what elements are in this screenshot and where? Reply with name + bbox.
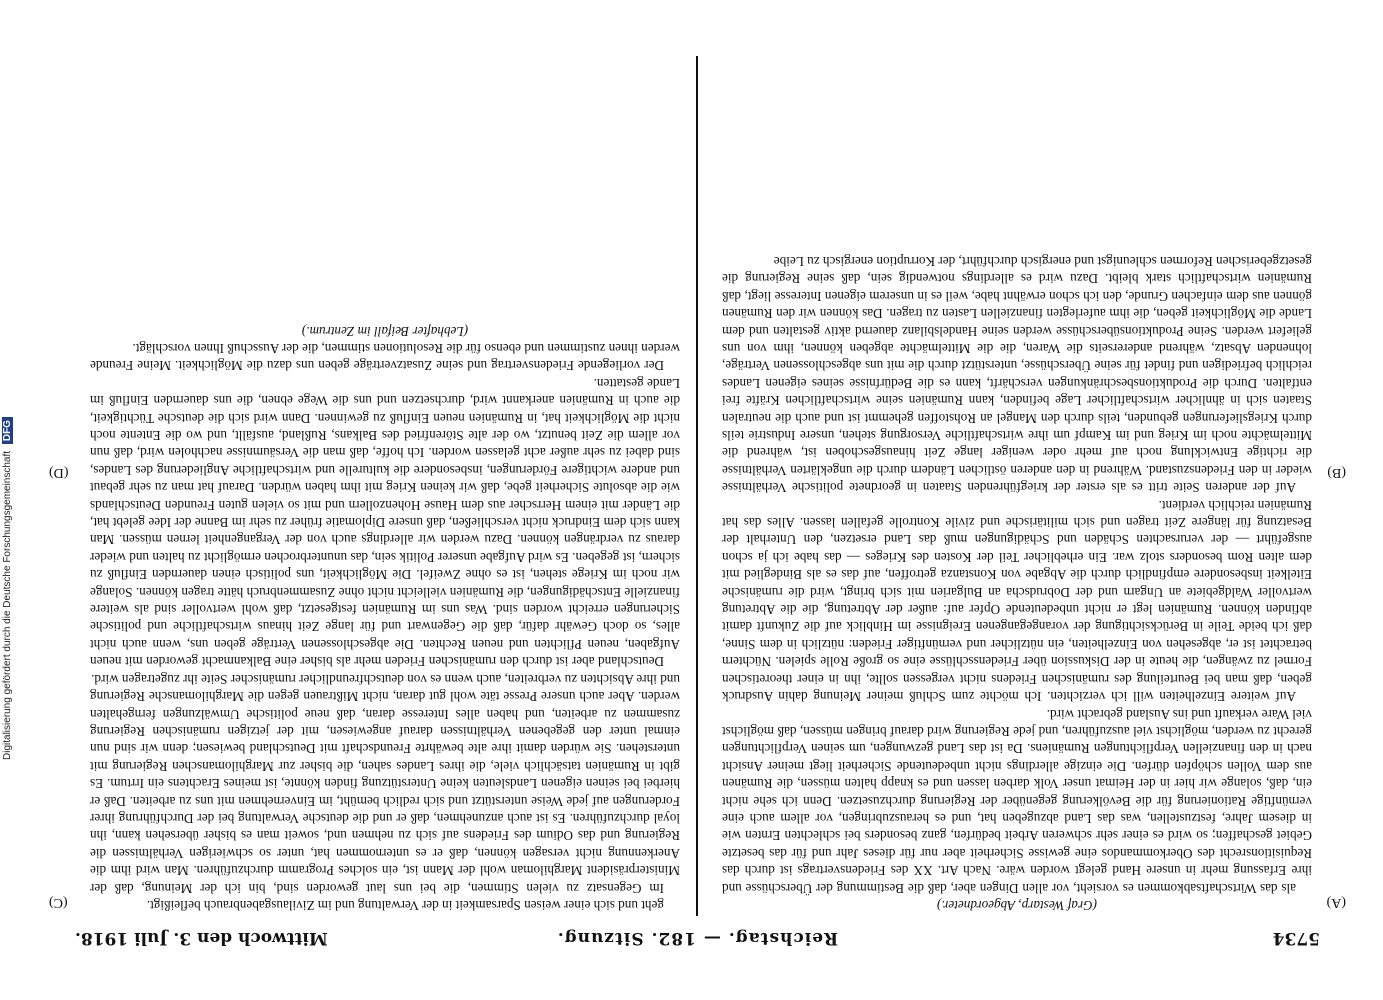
paragraph: Deutschland aber ist durch den rumänischen Frieden mehr als bisher eine Balkanmacht geworden mit neuen Aufgaben, neuen Pflichten und neuen Rechten. Die abgeschlossenen Verträge geben uns, wenn auch nicht alles, so doch Gewähr dafür, daß die Gegenwart und für lange Zeit hinaus wirtschaftliche und politische Sicherungen erreicht worden sind. Was uns im Rumänien festgesetzt, daß wohl wertvoller sind als weitere finanzielle Entschädigungen, die Rumänien vielleicht nicht ohne Zusammenbruch hätte tragen können. Solange wir noch im Kriege stehen, ist es ohne Zweifel. Die Möglichkeit, uns politisch einen dauernden Einfluß zu sichern, ist gegeben. Es wird Aufgabe unserer Politik sein, das ununterbrochen ermöglicht zu halten und wieder daraus zu verdrängen können. Dazu werden wir allerdings auch von der Vergangenheit lernen müssen. Man kann sich dem Eindruck nicht verschließen, daß unsere Diplomatie früher zu sehr im Banne der Idee gelebt hat, die Länder mit einem Herrscher aus dem Hause Hohenzollern und mit so vielen guten Freunden Deutschlands wie die absolute Sicherheit gebe, daß wir keinen Krieg mit ihm haben würden. Darauf hat man zu sehr gebaut und andere wichtigere Förderungen, insbesondere die kulturelle und wirtschaftliche Angliederung des Landes, sind dabei zu sehr außer acht gelassen worden. Ich hoffe, daß man die Versäumnisse nachholen wird, daß nun vor allem die Zeit benutzt, wo der alte Störenfried des Balkans, Rußland, ausfällt, und wo die Entente noch nicht die Möglichkeit hat, in Rumänien neuen Einfluß zu gewinnen. Dann wird sich die deutsche Tüchtigkeit, die auch in Rumänien anerkannt wird, durchsetzen und uns die Wege ebnen, die uns dauernden Einfluß im Lande gestatten. xyxy=(90,375,680,670)
margin-mark-c: (C) xyxy=(49,895,68,910)
margin-mark-b: (B) xyxy=(1327,465,1346,480)
page-title: Reichstag. — 182. Sitzung. xyxy=(556,928,839,948)
paragraph: Der vorliegende Friedensvertrag und seine Zusatzverträge geben uns dazu die Möglichkeit. Meine Freunde werden ihnen zustimmen und ebenso für die Resolutionen stimmen, die der Ausschuß Ihnen vorschlägt. xyxy=(90,341,680,374)
paragraph: Im Gegensatz zu vielen Stimmen, die bei uns laut geworden sind, bin ich der Meinung, daß der Ministerpräsident Marghiloman wohl der Mann ist, ein solches Programm durchzuführen. Man wird ihm die Anerkennung nicht versagen können, daß er es unternommen hat, unter so schwierigen Verhältnissen die Regierung und das Odium des Friedens auf sich zu nehmen und, soweit man es bisher übersehen kann, ihn loyal durchzuführen. Es ist auch anzunehmen, daß er und die deutsche Verwaltung bei der Durchführung ihrer Forderungen auf jede Weise unterstützt und sich redlich bemüht, im Einvernehmen mit uns zu arbeiten. Daß er hierbei bei seinen eigenen Landsleuten keine Unterstützung finden könnte, ist meines Erachtens ein Irrtum. Es gibt in Rumänien tatsächlich viele, die ihres Landes sahen, die bisher zur Marghilomanschen Regierung mit unterstehen. Sie würden damit ihre alte bewährte Freundschaft mit Deutschland bewiesen; denn wir sind nun einmal unter den gegebenen Verhältnissen darauf angewiesen, mit der jetzigen rumänischen Regierung zusammen zu arbeiten, und haben alles Interesse daran, daß neue politische Umwälzungen ferngehalten werden. Aber auch unsere Presse täte wohl gut daran, nicht Mißtrauen gegen die Marghilomansche Regierung und ihre Absichten zu verbreiten, auch wenn es von deutschfreundlicher rumänischer Seite ihr zugetragen wird. xyxy=(90,671,680,896)
right-column xyxy=(90,56,680,914)
dfg-logo-icon: DFG xyxy=(2,417,13,444)
page-number: 5734 xyxy=(1272,928,1320,948)
paragraph: Auf weitere Einzelheiten will ich verzichten. Ich möchte zum Schluß meiner Meinung dahin Ausdruck geben, daß man bei Beurteilung des rumänischen Friedens nicht vergessen sollte, ihn in einer theoretischen Formel zu zwängen, die heute in der Diskussion über Friedensschlüsse eine so große Rolle spielen. Nüchtern betrachtet ist er, abgesehen von Einzelheiten, ein nützlicher und vernünftiger Frieden: nützlich in dem Sinne, daß ich beide Teile in Berücksichtigung der vorangegangenen Ereignisse im Hinblick auf die Zukunft damit abfinden können. Rumänien legt er nicht unbedeutende Opfer auf: außer der Abtretung, die die Abtretung wertvoller Waldgebiete an Ungarn und der Dobrudscha an Bulgarien mit sich bringt, wird die rumänische Eitelkeit insbesondere empfindlich durch die Abgabe von Konstanza getroffen, auf das es als Bindeglied mit dem alten Rom besonders stolz war. Ein erheblicher Teil der Kosten des Krieges — das habe ich ja schon ausgeführt — der verursachten Schäden und Schädigungen muß das Land ersetzen, den Unterhalt der Besatzung für längere Zeit tragen und sich militärische und zivile Kontrolle gefallen lassen. Alles das hat Rumänien reichlich verdient. xyxy=(722,497,1312,705)
paragraph: geht und sich einer weisen Sparsamkeit in der Verwaltung und im Zivilausgabenbrauch befleißigt. xyxy=(146,898,664,913)
applause-note: (Lebhafter Beifall im Zentrum.) xyxy=(301,323,469,339)
document-page xyxy=(49,55,1346,950)
page-header xyxy=(75,922,1320,950)
paragraph: als das Wirtschaftsabkommen es vorsieht, vor allen Dingen aber, daß die Bestimmung der Überschüsse und ihre Erfassung mehr in unsere Hand gelegt worden wäre. Nach Art. XX des Friedensvertrags ist durch das Requisitionsrecht des Oberkommandos eine gewisse Sicherheit aber nur für dieses Jahr und für das besetzte Gebiet geschaffen; so wird es einer sehr schweren Arbeit bedürfen, ganz besonders bei schlechten Ernten wie in diesem Jahre, festzustellen, was das Land abzugeben hat, und es herauszubringen, vor allem auch eine vernünftige Rationierung für die Bevölkerung gegenüber der Regierung durchzusetzen. Denn ich sehe nicht ein, daß, solange wir hier in der Heimat unser Volk darben lassen und es knapp halten müssen, die Rumänen aus dem Vollen schöpfen dürfen. Die einzige allerdings nicht unbedeutende Sicherheit liegt meiner Ansicht nach in den finanziellen Verpflichtungen Rumäniens. Da ist das Land gezwungen, um seinen Verpflichtungen gerecht zu werden, möglichst viel auszuführen, und jede Regierung wird darauf bringen müssen, daß möglichst viel Ware verkauft und ins Ausland gebracht wird. xyxy=(722,706,1312,896)
digitization-note: Digitalisierung gefördert durch die Deutsche Forschungsgemeinschaft xyxy=(2,450,13,760)
paragraph: Auf der anderen Seite tritt es als erster der kriegführenden Staaten in geordnete politische Verhältnisse wieder in den Friedenszustand. Während in den anderen östlichen Ländern durch die ungeklärten Verhältnisse die richtige Entwicklung noch auf mehr oder weniger lange Zeit hinausgeschoben ist, während die Mittelmächte noch im Krieg und im Kampf um ihre wirtschaftliche Versorgung stehen, unsere Industrie teils durch Kriegslieferungen gebunden, teils durch den Mangel an Rohstoffen gehemmt ist und auch die neutralen Staaten sich in ähnlicher wirtschaftlicher Lage befinden, kann Rumänien seine wirtschaftlichen Kräfte frei entfalten. Durch die Produktionsbeschränkungen verschärft, kann es die Bedürfnisse seines eigenen Landes reichlich befriedigen und findet für seine Überschüsse, unterstützt durch die mit uns abgeschlossenen Verträge, lohnenden Absatz, während andererseits die Waren, die die Mittelmächte abgeben können, ihm von uns geliefert werden. Seine Produktionsüberschüsse werden seine Handelsbilanz dauernd aktiv gestalten und dem Lande die Möglichkeit geben, die ihm auferlegten finanziellen Lasten zu tragen. Das können wir den Rumänen gönnen aus dem einfachen Grunde, den ich schon erwähnt habe, weil es in unserem eigenen Interesse liegt, daß Rumänien wirtschaftlich stark bleibt. Dazu wird es allerdings notwendig sein, daß seine Regierung die gesetzgeberischen Reformen schleunigst und energisch durchführt, der Korruption energisch zu Leibe xyxy=(722,253,1312,496)
margin-mark-a: (A) xyxy=(1326,895,1346,910)
margin-mark-d: (D) xyxy=(49,465,69,480)
session-date: Mittwoch den 3. Juli 1918. xyxy=(75,928,328,948)
left-column xyxy=(722,56,1312,914)
speaker-line: (Graf Westarp, Abgeordneter.) xyxy=(937,898,1097,913)
digitization-footer xyxy=(2,417,13,760)
column-divider xyxy=(696,56,698,916)
